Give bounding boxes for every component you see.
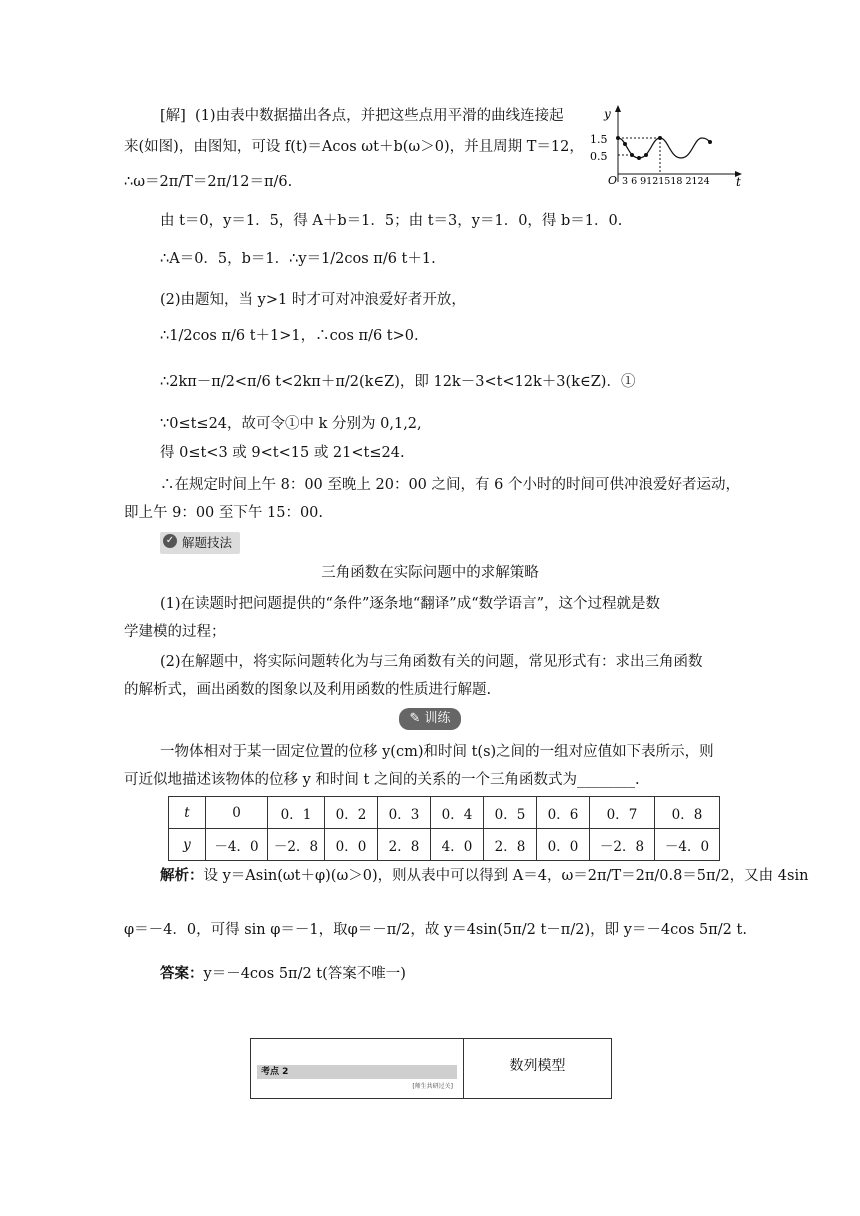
solution-line-4: 由 t＝0，y＝1．5，得 A＋b＝1．5；由 t＝3，y＝1．0，得 b＝1．0.	[160, 213, 623, 229]
solution-line-8: ∴2kπ－π/2<π/6 t<2kπ＋π/2(k∈Z)，即 12k－3<t<12k＋3(k∈Z)．①	[160, 374, 636, 390]
t-symbol: t	[184, 804, 190, 821]
table-header-t	[169, 797, 206, 829]
table-cell: 0．5	[484, 797, 537, 829]
analysis-line-1	[160, 866, 808, 886]
graph-ytick-low: 0.5	[590, 150, 608, 163]
answer-label: 答案：	[160, 965, 204, 982]
table-cell: －4．0	[655, 829, 720, 861]
method-tag	[160, 532, 240, 554]
solution-line-9: ∵0≤t≤24，故可令①中 k 分别为 0,1,2,	[160, 416, 422, 432]
graph-origin: O	[608, 174, 618, 187]
method-p2b: 的解析式，画出函数的图象以及利用函数的性质进行解题.	[124, 682, 492, 698]
value-table	[168, 796, 720, 861]
graph-x-label: t	[736, 175, 741, 189]
table-cell: －2．8	[590, 829, 655, 861]
solution-line-11: ∴在规定时间上午 8：00 至晚上 20：00 之间，有 6 个小时的时间可供冲浪爱好者运动，	[160, 477, 740, 493]
cosine-graph	[588, 100, 748, 190]
table-cell: 0．4	[431, 797, 484, 829]
table-cell: 0．3	[378, 797, 431, 829]
method-p2a: (2)在解题中，将实际问题转化为与三角函数有关的问题，常见形式有：求出三角函数	[160, 654, 703, 670]
answer-line	[160, 964, 406, 984]
answer-text: y＝－4cos 5π/2 t(答案不唯一)	[203, 966, 406, 982]
question-line-1: 一物体相对于某一固定位置的位移 y(cm)和时间 t(s)之间的一组对应值如下表所示，则	[160, 744, 714, 760]
topic-box	[250, 1038, 612, 1099]
table-cell: 0．2	[325, 797, 378, 829]
graph-ytick-high: 1.5	[590, 133, 608, 146]
solution-line-1	[160, 106, 564, 126]
table-cell: 0．0	[325, 829, 378, 861]
topic-subtag: [师生共研过关]	[412, 1083, 453, 1090]
table-cell: 0．8	[655, 797, 720, 829]
method-p1b: 学建模的过程；	[124, 624, 226, 640]
method-p1a: (1)在读题时把问题提供的“条件”逐条地“翻译”成“数学语言”，这个过程就是数	[160, 596, 661, 612]
table-row	[169, 797, 720, 829]
topic-tag-bar	[257, 1065, 457, 1090]
analysis-text-1: 设 y＝Asin(ωt＋φ)(ω＞0)，则从表中可以得到 A＝4，ω＝2π/T＝2π/0.8＝5π/2，又由 4sin	[203, 868, 809, 884]
topic-title: 数列模型	[509, 1058, 566, 1074]
solution-line-2: 来(如图)，由图知，可设 f(t)＝Acos ωt＋b(ω＞0)，并且周期 T＝12，	[124, 139, 584, 155]
solution-line-6: (2)由题知，当 y>1 时才可对冲浪爱好者开放，	[160, 292, 466, 308]
method-tag-label: 解题技法	[182, 535, 233, 550]
question-line-2: 可近似地描述该物体的位移 y 和时间 t 之间的关系的一个三角函数式为________.	[124, 772, 640, 788]
training-tag: ✎ 训练	[399, 708, 460, 730]
table-cell: 0	[206, 797, 268, 829]
table-cell: 2．8	[378, 829, 431, 861]
table-row	[169, 829, 720, 861]
solution-line-3: ∴ω＝2π/T＝2π/12＝π/6.	[124, 174, 293, 190]
table-cell: 0．1	[268, 797, 325, 829]
training-tag-row	[0, 708, 860, 730]
table-cell: －2．8	[268, 829, 325, 861]
method-title: 三角函数在实际问题中的求解策略	[321, 565, 539, 581]
solution-line-10: 得 0≤t<3 或 9<t<15 或 21<t≤24.	[160, 445, 405, 461]
topic-tag: 考点 2	[261, 1067, 289, 1077]
table-cell: 0．6	[537, 797, 590, 829]
table-cell: 0．0	[537, 829, 590, 861]
solution-line-7: ∴1/2cos π/6 t＋1>1，∴cos π/6 t>0.	[160, 328, 419, 344]
method-tag-row	[160, 532, 240, 554]
y-symbol: y	[183, 836, 191, 853]
analysis-label: 解析：	[160, 867, 204, 884]
table-cell: －4．0	[206, 829, 268, 861]
table-cell: 2．8	[484, 829, 537, 861]
solution-line-5: ∴A＝0．5，b＝1．∴y＝1/2cos π/6 t＋1.	[160, 251, 436, 267]
solution-text-1: (1)由表中数据描出各点，并把这些点用平滑的曲线连接起	[195, 108, 564, 124]
analysis-line-2: φ＝－4．0，可得 sin φ＝－1，取φ＝－π/2，故 y＝4sin(5π/2 t－π/2)，即 y＝－4cos 5π/2 t.	[124, 922, 747, 938]
table-header-y	[169, 829, 206, 861]
solution-label: [解]	[160, 108, 186, 124]
check-icon: ✓	[163, 534, 177, 548]
table-cell: 0．7	[590, 797, 655, 829]
graph-xticks: 3 6 9121518 2124	[622, 176, 710, 187]
graph-y-label: y	[604, 107, 611, 121]
solution-line-12: 即上午 9：00 至下午 15：00.	[124, 505, 324, 521]
training-tag-label: 训练	[424, 711, 451, 726]
table-cell: 4．0	[431, 829, 484, 861]
